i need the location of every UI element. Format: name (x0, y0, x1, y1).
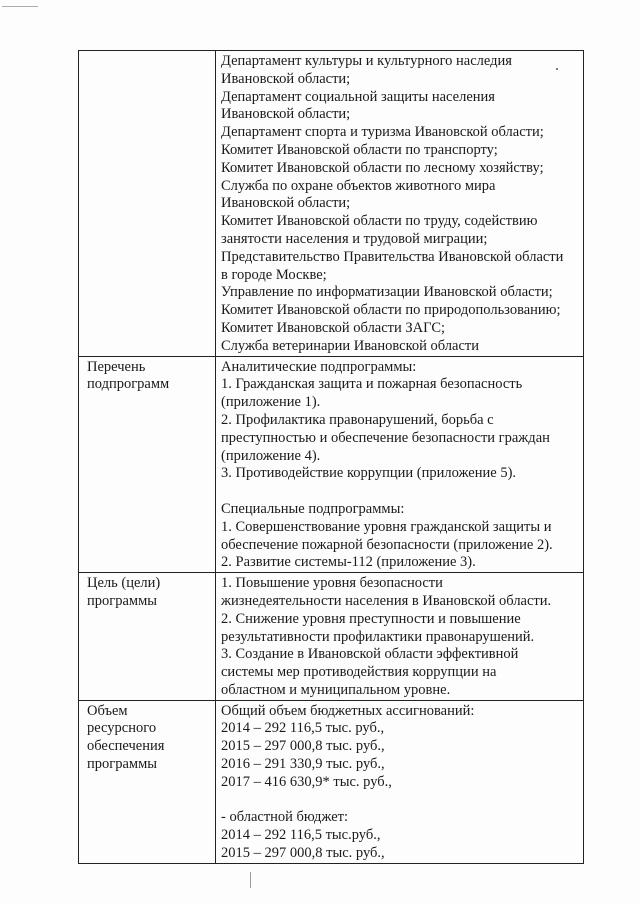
content-line: в городе Москве; (221, 266, 327, 283)
content-line: преступностью и обеспечение безопасности граждан (221, 429, 550, 446)
blank-line (221, 483, 579, 501)
row-label-line: Объем (87, 702, 128, 719)
content-line: 1. Совершенствование уровня гражданской защиты и (221, 518, 552, 535)
scan-bottom-mark (250, 872, 251, 888)
row-label-cell (79, 700, 216, 863)
content-line: Комитет Ивановской области по транспорту; (221, 141, 498, 158)
row-label-line: обеспечения (87, 738, 165, 755)
table-row (79, 700, 584, 863)
row-content-cell (216, 700, 584, 863)
content-line: 2016 – 291 330,9 тыс. руб., (221, 756, 385, 773)
content-line: Представительство Правительства Ивановской области (221, 248, 564, 265)
content-line: 1. Гражданская защита и пожарная безопасность (221, 376, 523, 393)
content-line: 2014 – 292 116,5 тыс.руб., (221, 827, 381, 844)
row-label-cell (79, 573, 216, 701)
blank-line (221, 792, 579, 810)
row-content-cell (216, 51, 584, 357)
content-line: (приложение 4). (221, 447, 321, 464)
row-label-cell (79, 51, 216, 357)
row-content-cell (216, 573, 584, 701)
row-label-line: подпрограмм (87, 376, 170, 393)
content-line: Ивановской области; (221, 70, 351, 87)
program-passport-table (78, 50, 584, 864)
content-line: Специальные подпрограммы: (221, 500, 405, 517)
row-content-cell (216, 356, 584, 573)
content-line: жизнедеятельности населения в Ивановской области. (221, 592, 552, 609)
content-line: 1. Повышение уровня безопасности (221, 575, 443, 592)
table-row (79, 356, 584, 573)
scan-corner-mark (2, 6, 38, 7)
content-line: Общий объем бюджетных ассигнований: (221, 702, 475, 719)
content-line: Департамент спорта и туризма Ивановской области; (221, 124, 544, 141)
content-line: 2017 – 416 630,9* тыс. руб., (221, 773, 392, 790)
content-line: 2. Развитие системы-112 (приложение 3). (221, 554, 476, 571)
content-line: Ивановской области; (221, 195, 351, 212)
content-line: системы мер противодействия коррупции на (221, 664, 497, 681)
content-line: Ивановской области; (221, 106, 351, 123)
content-line: 2015 – 297 000,8 тыс. руб., (221, 845, 385, 862)
content-line: областном и муниципальном уровне. (221, 681, 451, 698)
content-line: - областной бюджет: (221, 809, 349, 826)
content-line: Комитет Ивановской области ЗАГС; (221, 319, 446, 336)
row-label-line: ресурсного (87, 720, 157, 737)
content-line: 2015 – 297 000,8 тыс. руб., (221, 738, 385, 755)
row-label-line: Цель (цели) (87, 575, 161, 592)
content-line: Комитет Ивановской области по труду, содействию (221, 213, 538, 230)
content-line: обеспечение пожарной безопасности (приложение 2). (221, 536, 553, 553)
content-line: результативности профилактики правонарушений. (221, 628, 535, 645)
content-line: 3. Противодействие коррупции (приложение 5). (221, 465, 517, 482)
table-row (79, 51, 584, 357)
content-line: Аналитические подпрограммы: (221, 358, 417, 375)
content-line: Комитет Ивановской области по лесному хозяйству; (221, 159, 544, 176)
content-line: 3. Создание в Ивановской области эффективной (221, 646, 519, 663)
row-label-cell (79, 356, 216, 573)
content-line: 2. Профилактика правонарушений, борьба с (221, 411, 494, 428)
content-line: Служба по охране объектов животного мира (221, 177, 496, 194)
content-line: 2. Снижение уровня преступности и повышение (221, 610, 521, 627)
content-line: Управление по информатизации Ивановской области; (221, 284, 553, 301)
content-line: (приложение 1). (221, 394, 321, 411)
table-row (79, 573, 584, 701)
content-line: занятости населения и трудовой миграции; (221, 230, 488, 247)
content-line: Департамент культуры и культурного наследия (221, 53, 512, 69)
row-label-line: программы (87, 592, 157, 609)
row-label-line: программы (87, 756, 157, 773)
content-line: Департамент социальной защиты населения (221, 88, 495, 105)
content-line: 2014 – 292 116,5 тыс. руб., (221, 720, 385, 737)
content-line: Служба ветеринарии Ивановской области (221, 337, 479, 354)
content-line: Комитет Ивановской области по природопользованию; (221, 302, 561, 319)
row-label-line: Перечень (87, 358, 146, 375)
